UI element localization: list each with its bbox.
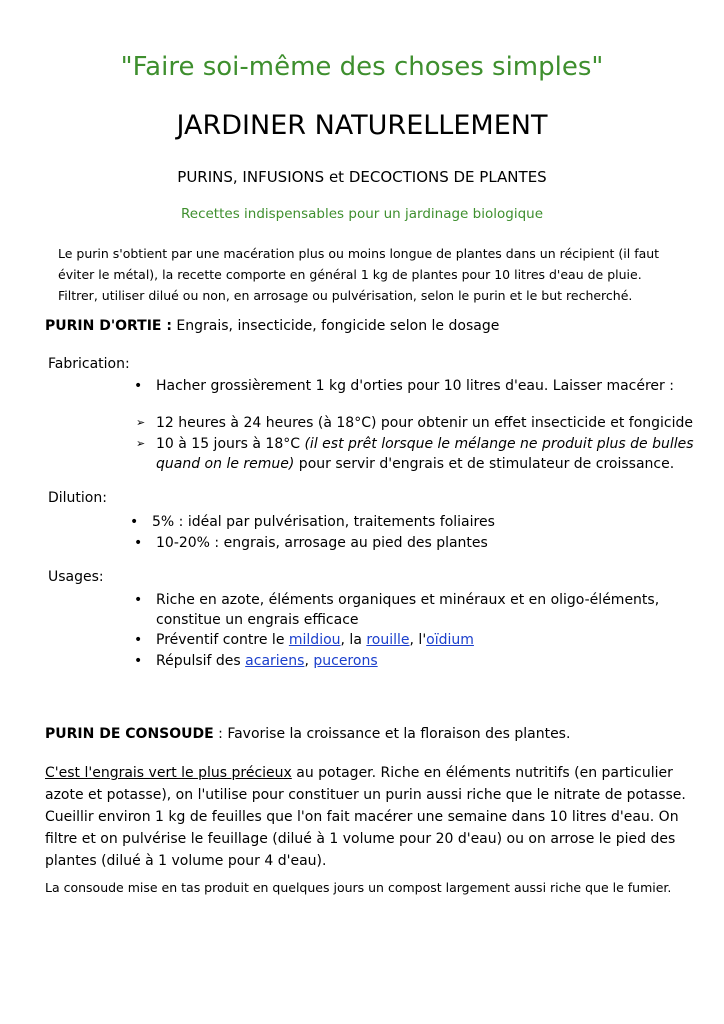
list-item-text: Hacher grossièrement 1 kg d'orties pour 10 litres d'eau. Laisser macérer : <box>156 378 674 394</box>
final-note: La consoude mise en tas produit en quelques jours un compost largement aussi riche que le fumier. <box>45 880 672 895</box>
underlined-phrase: C'est l'engrais vert le plus précieux <box>45 765 292 781</box>
rouille-link[interactable]: rouille <box>366 632 410 648</box>
usages-label: Usages: <box>48 569 104 585</box>
list-item-text: 10-20% : engrais, arrosage au pied des plantes <box>156 535 488 551</box>
ortie-heading-desc: Engrais, insecticide, fongicide selon le dosage <box>171 318 500 334</box>
intro-line: Filtrer, utiliser dilué ou non, en arrosage ou pulvérisation, selon le purin et le but recherché. <box>58 288 633 303</box>
list-item-text: , <box>304 653 314 669</box>
arrow-icon: ➢ <box>136 416 146 429</box>
paragraph-text: au potager. Riche en éléments nutritifs (en particulier <box>291 765 673 781</box>
list-item-text: 5% : idéal par pulvérisation, traitements foliaires <box>152 514 495 530</box>
list-item-text: Répulsif des <box>156 653 246 669</box>
list-item-text: , l' <box>409 632 427 648</box>
bullet-icon: • <box>134 378 143 394</box>
list-item <box>136 434 694 455</box>
ortie-heading <box>45 318 499 334</box>
fabrication-label: Fabrication: <box>48 356 130 372</box>
list-item-text: 10 à 15 jours à 18°C <box>156 436 305 452</box>
paragraph-line <box>45 762 685 784</box>
list-item <box>134 630 474 651</box>
intro-paragraph <box>58 243 678 306</box>
ortie-heading-title: PURIN D'ORTIE : <box>45 318 172 334</box>
list-item <box>130 512 495 533</box>
bullet-icon: • <box>130 514 139 530</box>
consoude-paragraph <box>45 762 685 872</box>
bullet-icon: • <box>134 535 143 551</box>
list-item <box>134 651 378 672</box>
consoude-heading <box>45 726 570 742</box>
list-item <box>134 590 660 611</box>
subtitle: PURINS, INFUSIONS et DECOCTIONS DE PLANTES <box>177 168 547 186</box>
paragraph-line: plantes (dilué à 1 volume pour 4 d'eau). <box>45 853 327 869</box>
arrow-icon: ➢ <box>136 437 146 450</box>
list-item-continuation: constitue un engrais efficace <box>156 612 359 628</box>
list-item-continuation <box>156 454 674 475</box>
list-item <box>134 376 674 397</box>
acariens-link[interactable]: acariens <box>245 653 305 669</box>
mildiou-link[interactable]: mildiou <box>288 632 341 648</box>
dilution-label: Dilution: <box>48 490 107 506</box>
intro-line: Le purin s'obtient par une macération plus ou moins longue de plantes dans un récipient (il faut <box>58 246 660 261</box>
bullet-icon: • <box>134 632 143 648</box>
list-item-text: Riche en azote, éléments organiques et minéraux et en oligo-éléments, <box>156 592 660 608</box>
bullet-icon: • <box>134 653 143 669</box>
slogan: "Faire soi-même des choses simples" <box>120 52 604 82</box>
oidium-link[interactable]: oïdium <box>426 632 474 648</box>
consoude-heading-title: PURIN DE CONSOUDE <box>45 726 214 742</box>
pucerons-link[interactable]: pucerons <box>313 653 378 669</box>
list-item-text: Préventif contre le <box>156 632 289 648</box>
list-item-italic: quand on le remue) <box>156 456 295 472</box>
consoude-heading-desc: : Favorise la croissance et la floraison des plantes. <box>213 726 571 742</box>
paragraph-line: azote et potasse), on l'utilise pour constituer un purin aussi riche que le nitrate de potasse. <box>45 787 686 803</box>
list-item-text: , la <box>340 632 367 648</box>
paragraph-line: filtre et on pulvérise le feuillage (dilué à 1 volume pour 20 d'eau) ou on arrose le pied des <box>45 831 676 847</box>
intro-line: éviter le métal), la recette comporte en général 1 kg de plantes pour 10 litres d'eau de pluie. <box>58 267 642 282</box>
paragraph-line: Cueillir environ 1 kg de feuilles que l'on fait macérer une semaine dans 10 litres d'eau. On <box>45 809 679 825</box>
list-item <box>136 413 694 434</box>
list-item-text: 12 heures à 24 heures (à 18°C) pour obtenir un effet insecticide et fongicide <box>156 415 694 431</box>
list-item <box>134 533 488 554</box>
list-item-italic: (il est prêt lorsque le mélange ne produit plus de bulles <box>304 436 694 452</box>
page-title: JARDINER NATURELLEMENT <box>176 110 548 141</box>
list-item-text: pour servir d'engrais et de stimulateur de croissance. <box>294 456 675 472</box>
bullet-icon: • <box>134 592 143 608</box>
recipes-tagline: Recettes indispensables pour un jardinage biologique <box>181 206 543 222</box>
